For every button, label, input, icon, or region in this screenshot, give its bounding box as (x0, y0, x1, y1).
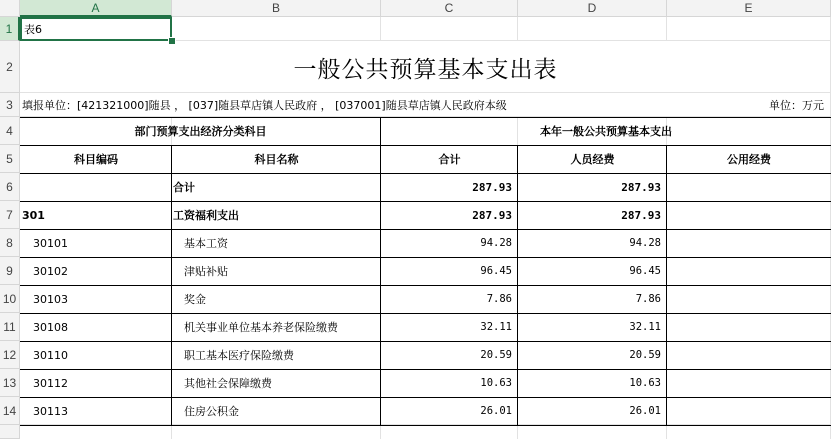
row-header[interactable]: 5 (0, 145, 20, 173)
table-number-cell[interactable]: 表6 (24, 23, 42, 36)
column-header-personnel[interactable]: 人员经费 (570, 153, 615, 166)
table-cell-name[interactable]: 合计 (173, 181, 195, 194)
row-header[interactable]: 1 (0, 17, 20, 41)
column-header-a[interactable]: A (20, 0, 172, 17)
table-cell-name[interactable]: 工资福利支出 (173, 209, 239, 222)
table-cell-name[interactable]: 其他社会保障缴费 (184, 377, 272, 390)
row-header[interactable]: 6 (0, 173, 20, 201)
table-cell-name[interactable]: 机关事业单位基本养老保险缴费 (184, 321, 338, 334)
table-cell-personnel[interactable]: 20.59 (629, 349, 661, 361)
column-header-c[interactable]: C (381, 0, 518, 17)
table-cell-personnel[interactable]: 10.63 (629, 377, 661, 389)
row-header[interactable]: 3 (0, 93, 20, 117)
table-border (20, 173, 831, 174)
table-border (20, 257, 831, 258)
table-cell-code[interactable]: 30102 (33, 264, 68, 278)
row-header[interactable]: 11 (0, 313, 20, 341)
table-cell-public[interactable] (667, 341, 831, 369)
column-header-total[interactable]: 合计 (438, 153, 461, 166)
table-border (20, 229, 831, 230)
table-border (20, 425, 831, 426)
table-cell-total[interactable]: 26.01 (480, 405, 512, 417)
row-header[interactable]: 14 (0, 397, 20, 425)
table-cell-public[interactable] (667, 285, 831, 313)
table-border (380, 117, 381, 426)
table-cell-name[interactable]: 基本工资 (184, 237, 228, 250)
table-border (20, 117, 831, 118)
table-cell-total[interactable]: 287.93 (472, 180, 512, 194)
table-cell-personnel[interactable]: 94.28 (629, 237, 661, 249)
row-header[interactable]: 4 (0, 117, 20, 145)
row-header[interactable]: 10 (0, 285, 20, 313)
table-cell-name[interactable]: 职工基本医疗保险缴费 (184, 349, 294, 362)
table-border (666, 145, 667, 426)
table-border (20, 313, 831, 314)
table-border (20, 201, 831, 202)
row-header[interactable] (0, 425, 20, 439)
table-cell-code[interactable]: 30108 (33, 320, 68, 334)
table-cell-name[interactable]: 津贴补贴 (184, 265, 228, 278)
table-cell-public[interactable] (667, 257, 831, 285)
table-border (20, 397, 831, 398)
table-cell-public[interactable] (667, 397, 831, 425)
table-cell-personnel[interactable]: 32.11 (629, 321, 661, 333)
table-cell-total[interactable]: 94.28 (480, 237, 512, 249)
column-header-b[interactable]: B (172, 0, 381, 17)
select-all-corner[interactable] (0, 0, 20, 17)
row-header[interactable]: 13 (0, 369, 20, 397)
table-cell-public[interactable] (667, 229, 831, 257)
table-border (517, 145, 518, 426)
table-cell-name[interactable]: 奖金 (184, 293, 206, 306)
table-border (171, 145, 172, 426)
unit-label[interactable]: 单位：万元 (769, 99, 824, 112)
table-cell-personnel[interactable]: 287.93 (621, 208, 661, 222)
row-header[interactable]: 2 (0, 41, 20, 93)
table-cell-total[interactable]: 20.59 (480, 349, 512, 361)
table-border (20, 145, 831, 146)
table-border (20, 369, 831, 370)
column-header-public[interactable]: 公用经费 (727, 153, 771, 166)
table-cell-personnel[interactable]: 7.86 (635, 293, 661, 305)
table-cell-total[interactable]: 96.45 (480, 265, 512, 277)
active-cell-selection (20, 17, 172, 41)
table-cell-personnel[interactable]: 287.93 (621, 180, 661, 194)
table-cell-code[interactable]: 30110 (33, 348, 68, 362)
column-header-name[interactable]: 科目名称 (254, 153, 299, 166)
column-header-d[interactable]: D (518, 0, 667, 17)
economic-classification-header[interactable]: 部门预算支出经济分类科目 (134, 125, 267, 138)
table-cell-total[interactable]: 10.63 (480, 377, 512, 389)
row-header[interactable]: 8 (0, 229, 20, 257)
column-header-e[interactable]: E (667, 0, 831, 17)
table-cell-public[interactable] (667, 201, 831, 229)
table-cell-code[interactable] (20, 173, 172, 201)
reporting-unit-info[interactable]: 填报单位：[421321000]随县 ， [037]随县草店镇人民政府 ， [037001]随县草店镇人民政府本级 (22, 99, 507, 112)
table-cell-personnel[interactable]: 96.45 (629, 265, 661, 277)
table-border (20, 341, 831, 342)
table-cell-total[interactable]: 7.86 (486, 293, 512, 305)
report-title[interactable]: 一般公共预算基本支出表 (293, 56, 558, 83)
table-cell-code[interactable]: 30101 (33, 236, 68, 250)
row-header[interactable]: 12 (0, 341, 20, 369)
table-cell-code[interactable]: 30103 (33, 292, 68, 306)
table-cell-name[interactable]: 住房公积金 (184, 405, 239, 418)
table-cell-public[interactable] (667, 369, 831, 397)
table-cell-public[interactable] (667, 313, 831, 341)
table-border (20, 285, 831, 286)
row-header[interactable]: 7 (0, 201, 20, 229)
table-cell-code[interactable]: 30113 (33, 404, 68, 418)
table-cell-code[interactable]: 30112 (33, 376, 68, 390)
table-cell-public[interactable] (667, 173, 831, 201)
basic-expenditure-header[interactable]: 本年一般公共预算基本支出 (540, 125, 672, 138)
column-header-code[interactable]: 科目编码 (74, 153, 118, 166)
table-cell-personnel[interactable]: 26.01 (629, 405, 661, 417)
row-header[interactable]: 9 (0, 257, 20, 285)
table-cell-code[interactable]: 301 (22, 208, 45, 222)
table-cell-total[interactable]: 287.93 (472, 208, 512, 222)
table-cell-total[interactable]: 32.11 (480, 321, 512, 333)
